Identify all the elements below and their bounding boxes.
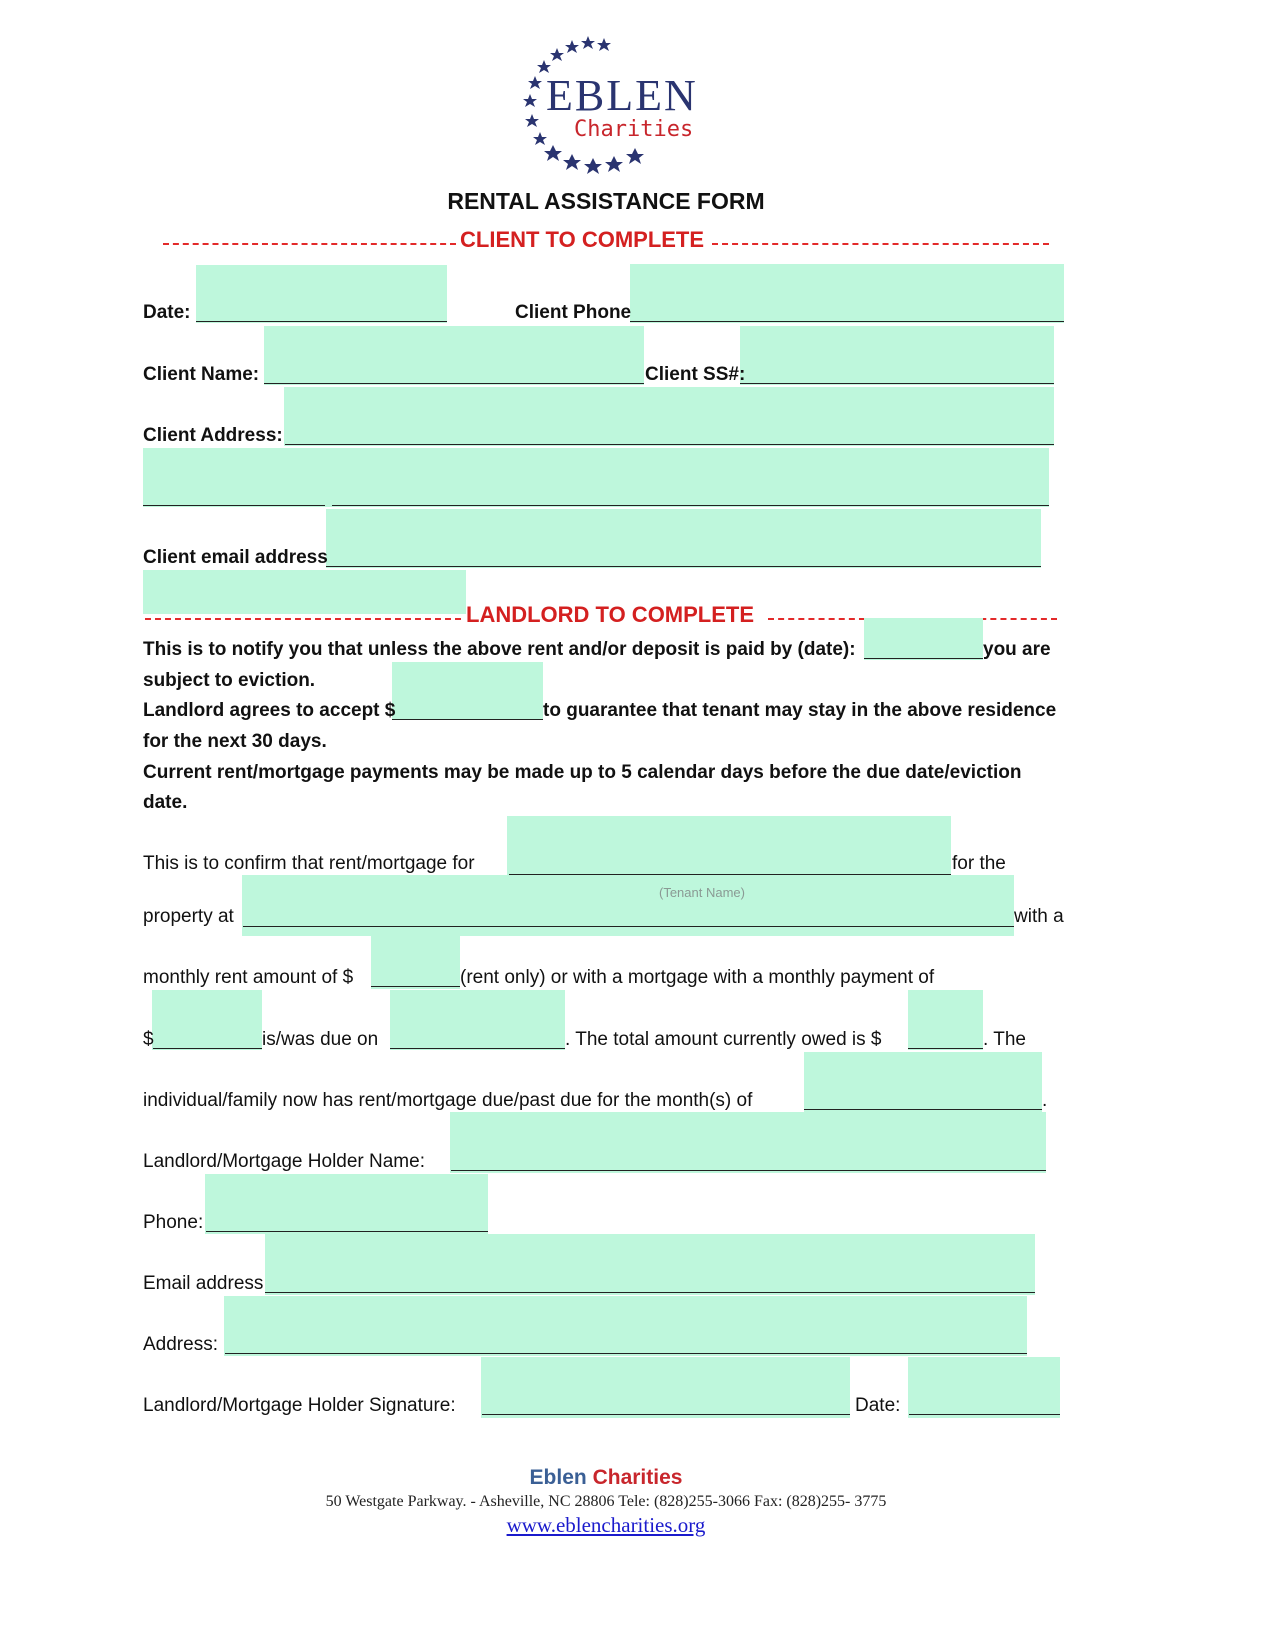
client-ssn-underline [740, 383, 1054, 384]
notice-text-line2: subject to eviction. [143, 670, 316, 691]
monthly-rent-underline [371, 986, 460, 987]
tenant-name-input[interactable] [507, 816, 951, 877]
property-address-underline [243, 926, 1014, 927]
footer-org-eblen: Eblen [529, 1466, 587, 1489]
mortgage-payment-underline [153, 1048, 262, 1049]
star-icon [626, 148, 644, 164]
star-icon [581, 36, 595, 49]
page-title: RENTAL ASSISTANCE FORM [447, 188, 765, 214]
client-email-label: Client email address [143, 547, 328, 568]
logo-wordmark-eblen: EBLEN [546, 71, 698, 120]
date-underline [196, 321, 447, 322]
confirm-text-end: for the [952, 853, 1006, 874]
accept-amount-input[interactable] [392, 662, 543, 720]
star-icon [533, 132, 547, 145]
logo-wordmark-charities: Charities [574, 117, 694, 142]
signature-date-underline [909, 1414, 1060, 1415]
current-payment-text: Current rent/mortgage payments may be made up to 5 calendar days before the due date/eviction [143, 762, 1022, 783]
star-icon [523, 94, 537, 107]
holder-email-underline [265, 1292, 1035, 1293]
client-address-line2-input[interactable] [143, 448, 1049, 507]
client-name-input[interactable] [264, 326, 644, 385]
monthly-rent-text-end: (rent only) or with a mortgage with a monthly payment of [460, 967, 935, 988]
monthly-rent-text: monthly rent amount of $ [143, 967, 354, 988]
star-icon [525, 114, 539, 127]
footer-address: 50 Westgate Parkway. - Asheville, NC 28806 Tele: (828)255-3066 Fax: (828)255- 3775 [325, 1493, 887, 1510]
footer-org-charities: Charities [592, 1466, 683, 1489]
date-input[interactable] [196, 265, 447, 323]
total-owed-underline [908, 1048, 983, 1049]
holder-phone-input[interactable] [205, 1174, 488, 1234]
client-address-line2-underline-b [332, 505, 1049, 506]
client-phone-underline [630, 321, 1064, 322]
current-payment-text-line2: date. [143, 792, 188, 813]
property-text-end: with a [1014, 906, 1064, 927]
signature-date-input[interactable] [908, 1357, 1060, 1418]
client-name-label: Client Name: [143, 364, 260, 385]
holder-signature-underline [482, 1414, 850, 1415]
holder-signature-label: Landlord/Mortgage Holder Signature: [143, 1395, 456, 1416]
star-icon [605, 156, 623, 172]
client-email-input[interactable] [326, 509, 1041, 568]
due-on-text: is/was due on [262, 1029, 379, 1050]
extra-input[interactable] [143, 570, 466, 614]
star-icon [550, 48, 564, 61]
holder-address-input[interactable] [224, 1296, 1027, 1356]
signature-date-label: Date: [855, 1395, 901, 1416]
client-email-underline [326, 566, 1041, 567]
star-icon [597, 38, 611, 51]
eviction-date-input[interactable] [864, 618, 983, 660]
client-phone-input[interactable] [630, 264, 1064, 323]
accept-amount-underline [392, 719, 543, 720]
due-date-input[interactable] [390, 990, 565, 1050]
accept-text-line2: for the next 30 days. [143, 731, 327, 752]
total-owed-text: . The total amount currently owed is $ [565, 1029, 882, 1050]
holder-address-underline [225, 1353, 1027, 1354]
holder-signature-input[interactable] [481, 1357, 850, 1418]
holder-address-label: Address: [143, 1334, 218, 1355]
client-section-heading: CLIENT TO COMPLETE [460, 227, 705, 252]
months-due-input[interactable] [804, 1052, 1042, 1112]
dash-separator-right [712, 243, 1049, 245]
star-icon [544, 145, 562, 161]
client-address-label: Client Address: [143, 425, 283, 446]
notice-text-end: you are [983, 639, 1051, 660]
holder-phone-label: Phone: [143, 1212, 204, 1233]
dash-separator-left-2 [145, 618, 461, 620]
months-due-underline [804, 1109, 1042, 1110]
holder-phone-underline [206, 1231, 488, 1232]
holder-name-input[interactable] [450, 1112, 1046, 1173]
footer-website-link[interactable]: www.eblencharities.org [506, 1513, 706, 1537]
monthly-rent-input[interactable] [371, 931, 460, 989]
mortgage-payment-input[interactable] [152, 990, 262, 1050]
property-text: property at [143, 906, 234, 927]
dollar-sign: $ [143, 1029, 154, 1050]
accept-text-end: to guarantee that tenant may stay in the above residence [543, 700, 1057, 721]
confirm-text: This is to confirm that rent/mortgage for [143, 853, 475, 874]
holder-email-input[interactable] [265, 1234, 1035, 1295]
client-ssn-input[interactable] [740, 326, 1054, 385]
client-address-underline [285, 444, 1054, 445]
client-address-input[interactable] [284, 387, 1054, 446]
client-address-line2-underline-a [143, 505, 325, 506]
notice-text: This is to notify you that unless the above rent and/or deposit is paid by (date): [143, 639, 856, 660]
eviction-date-underline [864, 658, 983, 659]
landlord-section-heading: LANDLORD TO COMPLETE [466, 602, 755, 627]
due-date-underline [390, 1048, 565, 1049]
client-ssn-label: Client SS#: [645, 364, 746, 385]
eblen-charities-logo [520, 28, 760, 193]
holder-email-label: Email address [143, 1273, 264, 1294]
holder-name-underline [451, 1170, 1046, 1171]
tenant-name-hint: (Tenant Name) [659, 885, 745, 900]
date-label: Date: [143, 302, 191, 323]
star-icon [584, 158, 602, 174]
holder-name-label: Landlord/Mortgage Holder Name: [143, 1151, 425, 1172]
footer [0, 1465, 1212, 1537]
accept-text: Landlord agrees to accept $ [143, 700, 396, 721]
star-icon [565, 40, 579, 53]
total-owed-text-end: . The [983, 1029, 1026, 1050]
months-due-text: individual/family now has rent/mortgage due/past due for the month(s) of [143, 1090, 753, 1111]
total-owed-input[interactable] [908, 990, 983, 1050]
star-icon [563, 154, 581, 170]
footer-org-name [0, 1465, 1212, 1491]
months-due-period: . [1042, 1090, 1048, 1111]
client-name-underline [264, 383, 644, 384]
star-icon [528, 76, 542, 89]
client-phone-label: Client Phone [515, 302, 632, 323]
dash-separator-left [163, 243, 456, 245]
